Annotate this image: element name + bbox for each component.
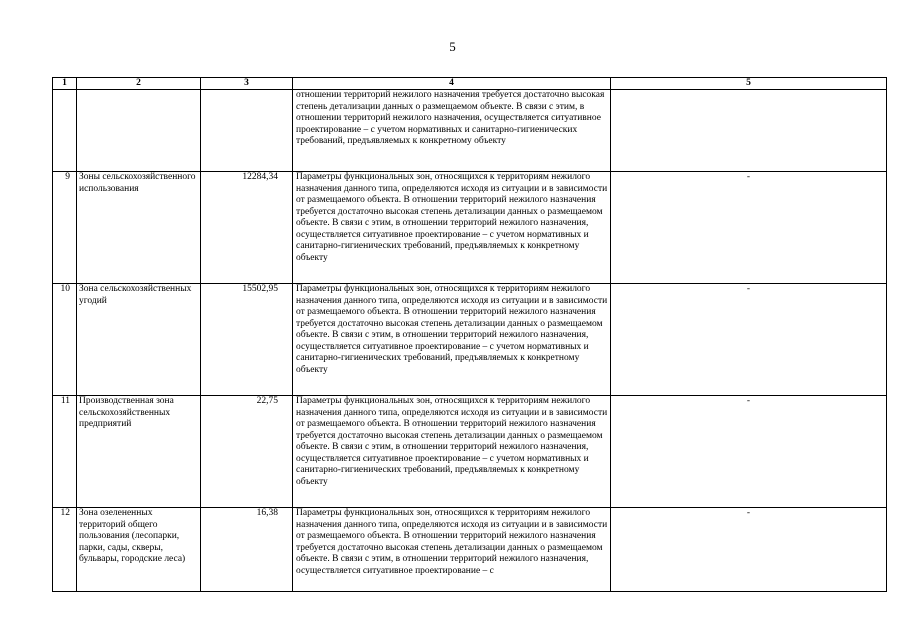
table-row [53, 508, 887, 592]
cell-area [201, 90, 293, 172]
cell-desc-text: Параметры функциональных зон, относящихся к территориям нежилого назначения данного типа, определяются исходя из ситуации и в зависимости от размещаемого объекта. В отношении территорий нежилого назначения требуется достаточно высокая степень детализации данных о размещаемом объекте. В связи с этим, в отношении территорий нежилого назначения, осуществляется ситуативное проектирование – с [296, 508, 608, 576]
cell-num [53, 90, 77, 172]
cell-desc: Параметры функциональных зон, относящихся к территориям нежилого назначения данного типа, определяются исходя из ситуации и в зависимости от размещаемого объекта. В отношении территорий нежилого назначения требуется достаточно высокая степень детализации данных о размещаемом объекте. В связи с этим, в отношении территорий нежилого назначения, осуществляется ситуативное проектирование – с учетом нормативных и санитарно-гигиенических требований, предъявляемых к конкретному объекту [293, 172, 611, 284]
cell-zone: Зона озелененных территорий общего пользования (лесопарки, парки, сады, скверы, бульвары, городские леса) [77, 508, 201, 592]
cell-desc: Параметры функциональных зон, относящихся к территориям нежилого назначения данного типа, определяются исходя из ситуации и в зависимости от размещаемого объекта. В отношении территорий нежилого назначения требуется достаточно высокая степень детализации данных о размещаемом объекте. В связи с этим, в отношении территорий нежилого назначения, осуществляется ситуативное проектирование – с учетом нормативных и санитарно-гигиенических требований, предъявляемых к конкретному объекту [293, 284, 611, 396]
cell-col5: - [611, 396, 887, 508]
cell-zone: Зона сельскохозяйственных угодий [77, 284, 201, 396]
page-number: 5 [449, 39, 456, 54]
header-col-2: 2 [77, 78, 201, 90]
cell-area: 16,38 [201, 508, 293, 592]
cell-zone [77, 90, 201, 172]
zones-table [52, 77, 887, 592]
cell-desc: отношении территорий нежилого назначения требуется достаточно высокая степень детализации данных о размещаемом объекте. В связи с этим, в отношении территорий нежилого назначения, осуществляется ситуативное проектирование – с учетом нормативных и санитарно-гигиенических требований, предъявляемых к конкретному объекту [293, 90, 611, 172]
cell-num: 10 [53, 284, 77, 396]
header-col-4: 4 [293, 78, 611, 90]
table-header-row [53, 78, 887, 90]
cell-num: 12 [53, 508, 77, 592]
cell-col5: - [611, 508, 887, 592]
cell-num: 11 [53, 396, 77, 508]
cell-area: 22,75 [201, 396, 293, 508]
table-row [53, 396, 887, 508]
cell-zone: Зоны сельскохозяйственного использования [77, 172, 201, 284]
header-col-5: 5 [611, 78, 887, 90]
table-row [53, 284, 887, 396]
cell-area: 12284,34 [201, 172, 293, 284]
cell-num: 9 [53, 172, 77, 284]
header-col-3: 3 [201, 78, 293, 90]
table-row [53, 172, 887, 284]
cell-col5 [611, 90, 887, 172]
cell-col5: - [611, 172, 887, 284]
cell-desc [293, 508, 611, 592]
cell-col5: - [611, 284, 887, 396]
cell-area: 15502,95 [201, 284, 293, 396]
cell-desc: Параметры функциональных зон, относящихся к территориям нежилого назначения данного типа, определяются исходя из ситуации и в зависимости от размещаемого объекта. В отношении территорий нежилого назначения требуется достаточно высокая степень детализации данных о размещаемом объекте. В связи с этим, в отношении территорий нежилого назначения, осуществляется ситуативное проектирование – с учетом нормативных и санитарно-гигиенических требований, предъявляемых к конкретному объекту [293, 396, 611, 508]
cell-zone: Производственная зона сельскохозяйственных предприятий [77, 396, 201, 508]
header-col-1: 1 [53, 78, 77, 90]
table-row-continued [53, 90, 887, 172]
